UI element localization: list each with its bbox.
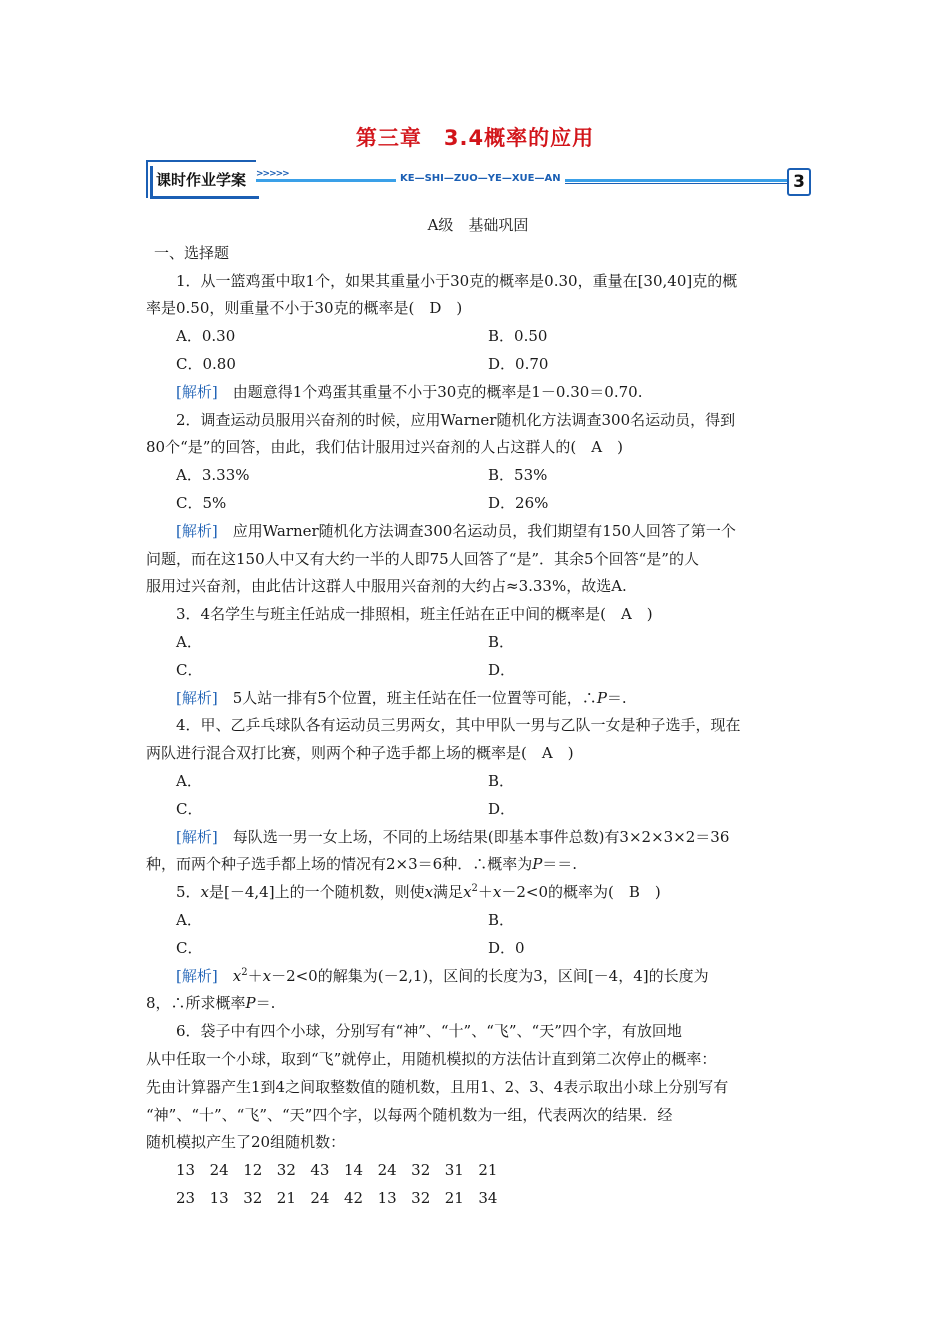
question-1-options-row-1	[146, 323, 810, 351]
analysis-text-end: ＝＝.	[542, 855, 578, 874]
banner-number-badge: 3	[787, 168, 811, 196]
analysis-tag: [解析]	[176, 688, 218, 707]
variable-x: x	[492, 883, 502, 902]
analysis-text: 应用Warner随机化方法调查300名运动员，我们期望有150人回答了第一个	[217, 521, 736, 540]
random-number: 31	[444, 1161, 464, 1180]
analysis-text: 种，而两个种子选手都上场的情况有2×3＝6种．∴概率为	[146, 855, 533, 874]
question-text: －2<0的概率为( B )	[501, 883, 661, 902]
random-number: 32	[411, 1188, 431, 1207]
question-6-line-1: 6．袋子中有四个小球，分别写有“神”、“十”、“飞”、“天”四个字，有放回地	[176, 1022, 682, 1041]
variable-x: x	[200, 883, 210, 902]
question-2-options-row-1	[146, 462, 810, 490]
question-3-options-row-1	[146, 629, 810, 657]
question-5-analysis-line-2	[146, 990, 810, 1018]
question-number: 5．	[176, 883, 201, 902]
section-heading: 一、选择题	[154, 243, 230, 262]
random-number: 24	[209, 1161, 229, 1180]
analysis-tag: [解析]	[176, 827, 218, 846]
question-4-analysis-line-1	[146, 824, 810, 852]
question-6-line-4: “神”、“十”、“飞”、“天”四个字，以每两个随机数为一组，代表两次的结果．经	[146, 1105, 673, 1124]
question-6-line-5: 随机模拟产生了20组随机数：	[146, 1133, 346, 1152]
option-c: C．0.80	[176, 354, 236, 373]
random-number: 21	[444, 1188, 464, 1207]
option-c: C．5%	[176, 493, 227, 512]
question-4-line-1: 4．甲、乙乒乓球队各有运动员三男两女，其中甲队一男与乙队一女是种子选手，现在	[176, 716, 741, 735]
variable-p: P	[532, 855, 543, 874]
question-text: ＋	[477, 883, 493, 902]
option-a: A．	[176, 910, 202, 929]
question-4-options-row-1	[146, 768, 810, 796]
option-d: D．0	[488, 938, 525, 957]
analysis-text: －2<0的解集为(－2,1)，区间的长度为3，区间[－4，4]的长度为	[271, 966, 709, 985]
analysis-text: 由题意得1个鸡蛋其重量不小于30克的概率是1－0.30＝0.70.	[217, 382, 643, 401]
question-5-options-row-1	[146, 907, 810, 935]
question-2-options-row-2	[146, 490, 810, 518]
question-1-options-row-2	[146, 351, 810, 379]
variable-p: P	[245, 994, 256, 1013]
random-number: 24	[377, 1161, 397, 1180]
option-a: A．	[176, 771, 202, 790]
random-numbers-row-1	[146, 1157, 810, 1185]
question-6-line-3: 先由计算器产生1到4之间取整数值的随机数，且用1、2、3、4表示取出小球上分别写有	[146, 1077, 729, 1096]
banner-label: 课时作业学案	[156, 171, 247, 189]
analysis-text: 5人站一排有5个位置，班主任站在任一位置等可能，∴	[217, 688, 597, 707]
random-number: 24	[310, 1188, 330, 1207]
random-number: 23	[176, 1188, 196, 1207]
random-number: 13	[377, 1188, 397, 1207]
option-a: A．0.30	[176, 327, 236, 346]
question-1-line-2: 率是0.50，则重量不小于30克的概率是( D )	[146, 299, 463, 318]
exponent: 2	[471, 883, 478, 895]
variable-p: P	[596, 688, 607, 707]
variable-x: x	[463, 883, 472, 902]
option-d: D．0.70	[488, 354, 549, 373]
banner-pinyin: KE—SHI—ZUO—YE—XUE—AN	[396, 173, 565, 184]
question-5-analysis-line-1	[146, 963, 810, 991]
option-b: B．53%	[488, 466, 548, 485]
option-b: B．0.50	[488, 327, 548, 346]
analysis-text: 8，∴所求概率	[146, 994, 246, 1013]
question-3-options-row-2	[146, 657, 810, 685]
question-5-options-row-2	[146, 935, 810, 963]
question-3-analysis	[146, 685, 810, 713]
section-banner	[146, 160, 816, 200]
random-number: 14	[343, 1161, 364, 1180]
analysis-text-end: ＝.	[606, 688, 627, 707]
random-number: 32	[276, 1161, 296, 1180]
question-4-options-row-2	[146, 796, 810, 824]
random-number: 32	[411, 1161, 431, 1180]
analysis-tag: [解析]	[176, 521, 218, 540]
question-text: 满足	[433, 883, 464, 902]
question-2-analysis-line-1	[146, 518, 810, 546]
question-2-analysis-line-3: 服用过兴奋剂，由此估计这群人中服用兴奋剂的大约占≈3.33%，故选A.	[146, 577, 627, 596]
question-4-analysis-line-2	[146, 851, 810, 879]
question-2-line-1: 2．调查运动员服用兴奋剂的时候，应用Warner随机化方法调查300名运动员，得到	[176, 410, 736, 429]
random-number: 13	[209, 1188, 229, 1207]
option-b: B．	[488, 632, 515, 651]
option-c: C．	[176, 938, 203, 957]
option-c: C．	[176, 799, 203, 818]
analysis-tag: [解析]	[176, 966, 218, 985]
random-number: 42	[343, 1188, 364, 1207]
analysis-text: ＋	[247, 966, 263, 985]
analysis-tag: [解析]	[176, 382, 218, 401]
random-number: 43	[310, 1161, 330, 1180]
question-text: 是[－4,4]上的一个随机数，则使	[209, 883, 425, 902]
question-3-line-1: 3．4名学生与班主任站成一排照相，班主任站在正中间的概率是( A )	[176, 605, 653, 624]
question-6-line-2: 从中任取一个小球，取到“飞”就停止，用随机模拟的方法估计直到第二次停止的概率：	[146, 1049, 717, 1068]
level-heading: A级 基础巩固	[427, 216, 529, 234]
random-number: 13	[176, 1161, 196, 1180]
variable-x: x	[232, 966, 242, 985]
question-4-line-2: 两队进行混合双打比赛，则两个种子选手都上场的概率是( A )	[146, 744, 574, 763]
option-b: B．	[488, 771, 515, 790]
banner-arrows-icon: >>>>>	[256, 169, 289, 179]
random-number: 21	[276, 1188, 296, 1207]
random-number: 12	[243, 1161, 263, 1180]
analysis-text: 每队选一男一女上场，不同的上场结果(即基本事件总数)有3×2×3×2＝36	[217, 827, 730, 846]
random-numbers-row-2	[146, 1185, 810, 1213]
exponent: 2	[241, 966, 248, 978]
option-c: C．	[176, 660, 203, 679]
option-b: B．	[488, 910, 515, 929]
question-1-analysis	[146, 379, 810, 407]
variable-x: x	[424, 883, 434, 902]
option-a: A．3.33%	[176, 466, 250, 485]
random-number: 21	[478, 1161, 498, 1180]
document-body	[146, 212, 810, 1213]
option-d: D．	[488, 799, 516, 818]
random-number: 32	[243, 1188, 263, 1207]
page-title: 第三章 3.4概率的应用	[355, 126, 595, 150]
question-5-line-1	[146, 879, 810, 907]
option-d: D．	[488, 660, 516, 679]
question-1-line-1: 1．从一篮鸡蛋中取1个，如果其重量小于30克的概率是0.30，重量在[30,40]克的概	[176, 271, 738, 290]
analysis-text-end: ＝.	[255, 994, 276, 1013]
question-2-analysis-line-2: 问题，而在这150人中又有大约一半的人即75人回答了“是”．其余5个回答“是”的人	[146, 549, 699, 568]
option-d: D．26%	[488, 493, 549, 512]
variable-x: x	[262, 966, 272, 985]
option-a: A．	[176, 632, 202, 651]
question-2-line-2: 80个“是”的回答，由此，我们估计服用过兴奋剂的人占这群人的( A )	[146, 438, 623, 457]
random-number: 34	[478, 1188, 498, 1207]
